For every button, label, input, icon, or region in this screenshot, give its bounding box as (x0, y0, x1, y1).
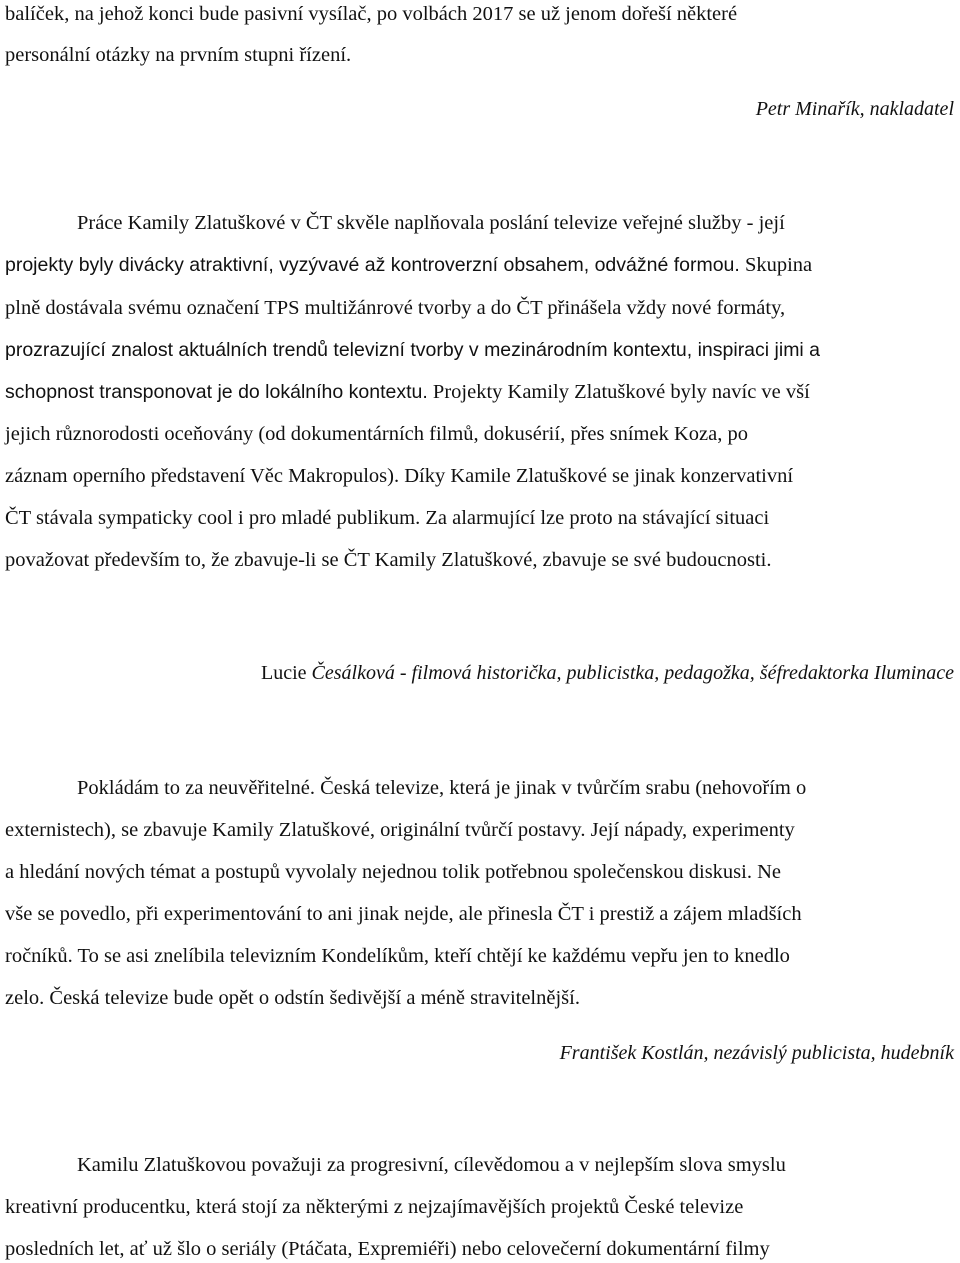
paragraph-line: záznam operního představení Věc Makropulos). Díky Kamile Zlatuškové se jinak konzervativní (5, 465, 794, 487)
signature-title: Česálková - filmová historička, publicistka, pedagožka, šéfredaktorka Iluminace (311, 662, 954, 684)
paragraph-text: Skupina (739, 254, 813, 276)
paragraph-line (5, 253, 812, 277)
paragraph-text-sans: schopnost transponovat je do lokálního kontextu. (5, 381, 428, 403)
paragraph-line: posledních let, ať už šlo o seriály (Ptáčata, Expremiéři) nebo celovečerní dokumentární filmy (5, 1238, 770, 1260)
paragraph-line: kreativní producentku, která stojí za některými z nejzajímavějších projektů České televize (5, 1196, 744, 1218)
paragraph-line: Pokládám to za neuvěřitelné. Česká televize, která je jinak v tvůrčím srabu (nehovořím o (77, 777, 807, 799)
signature-name: Lucie (261, 662, 312, 684)
paragraph-line: jejich různorodosti oceňovány (od dokumentárních filmů, dokusérií, přes snímek Koza, po (5, 423, 748, 445)
signature-minarik: Petr Minařík, nakladatel (755, 98, 954, 120)
paragraph-line: ročníků. To se asi znelíbila televizním Kondelíkům, kteří chtějí ke každému vepřu jen to knedlo (5, 945, 790, 967)
signature-kostlan: František Kostlán, nezávislý publicista, hudebník (559, 1042, 954, 1064)
paragraph-text: Projekty Kamily Zlatuškové byly navíc ve vší (427, 381, 810, 403)
paragraph-line: balíček, na jehož konci bude pasivní vysílač, po volbách 2017 se už jenom dořeší některé (5, 3, 738, 25)
paragraph-line: považovat především to, že zbavuje-li se ČT Kamily Zlatuškové, zbavuje se své budoucnosti. (5, 549, 772, 571)
paragraph-line: externistech), se zbavuje Kamily Zlatuškové, originální tvůrčí postavy. Její nápady, experimenty (5, 819, 795, 841)
paragraph-line: Práce Kamily Zlatuškové v ČT skvěle naplňovala poslání televize veřejné služby - její (77, 212, 785, 234)
paragraph-line: vše se povedlo, při experimentování to ani jinak nejde, ale přinesla ČT i prestiž a zájem mladších (5, 903, 802, 925)
paragraph-line (5, 380, 810, 404)
paragraph-line: zelo. Česká televize bude opět o odstín šedivější a méně stravitelnější. (5, 987, 580, 1009)
paragraph-line: plně dostávala svému označení TPS multižánrové tvorby a do ČT přinášela vždy nové formáty, (5, 297, 786, 319)
signature-cesalkova (261, 661, 954, 685)
paragraph-line: personální otázky na prvním stupni řízení. (5, 44, 352, 66)
paragraph-text-sans: projekty byly divácky atraktivní, vyzývavé až kontroverzní obsahem, odvážné formou. (5, 254, 740, 276)
paragraph-line: Kamilu Zlatuškovou považuji za progresivní, cílevědomou a v nejlepším slova smyslu (77, 1154, 786, 1176)
paragraph-line: prozrazující znalost aktuálních trendů televizní tvorby v mezinárodním kontextu, inspiraci jimi a (5, 339, 821, 361)
paragraph-line: ČT stávala sympaticky cool i pro mladé publikum. Za alarmující lze proto na stávající situaci (5, 507, 770, 529)
paragraph-line: a hledání nových témat a postupů vyvolaly nejednou tolik potřebnou společenskou diskusi. Ne (5, 861, 782, 883)
